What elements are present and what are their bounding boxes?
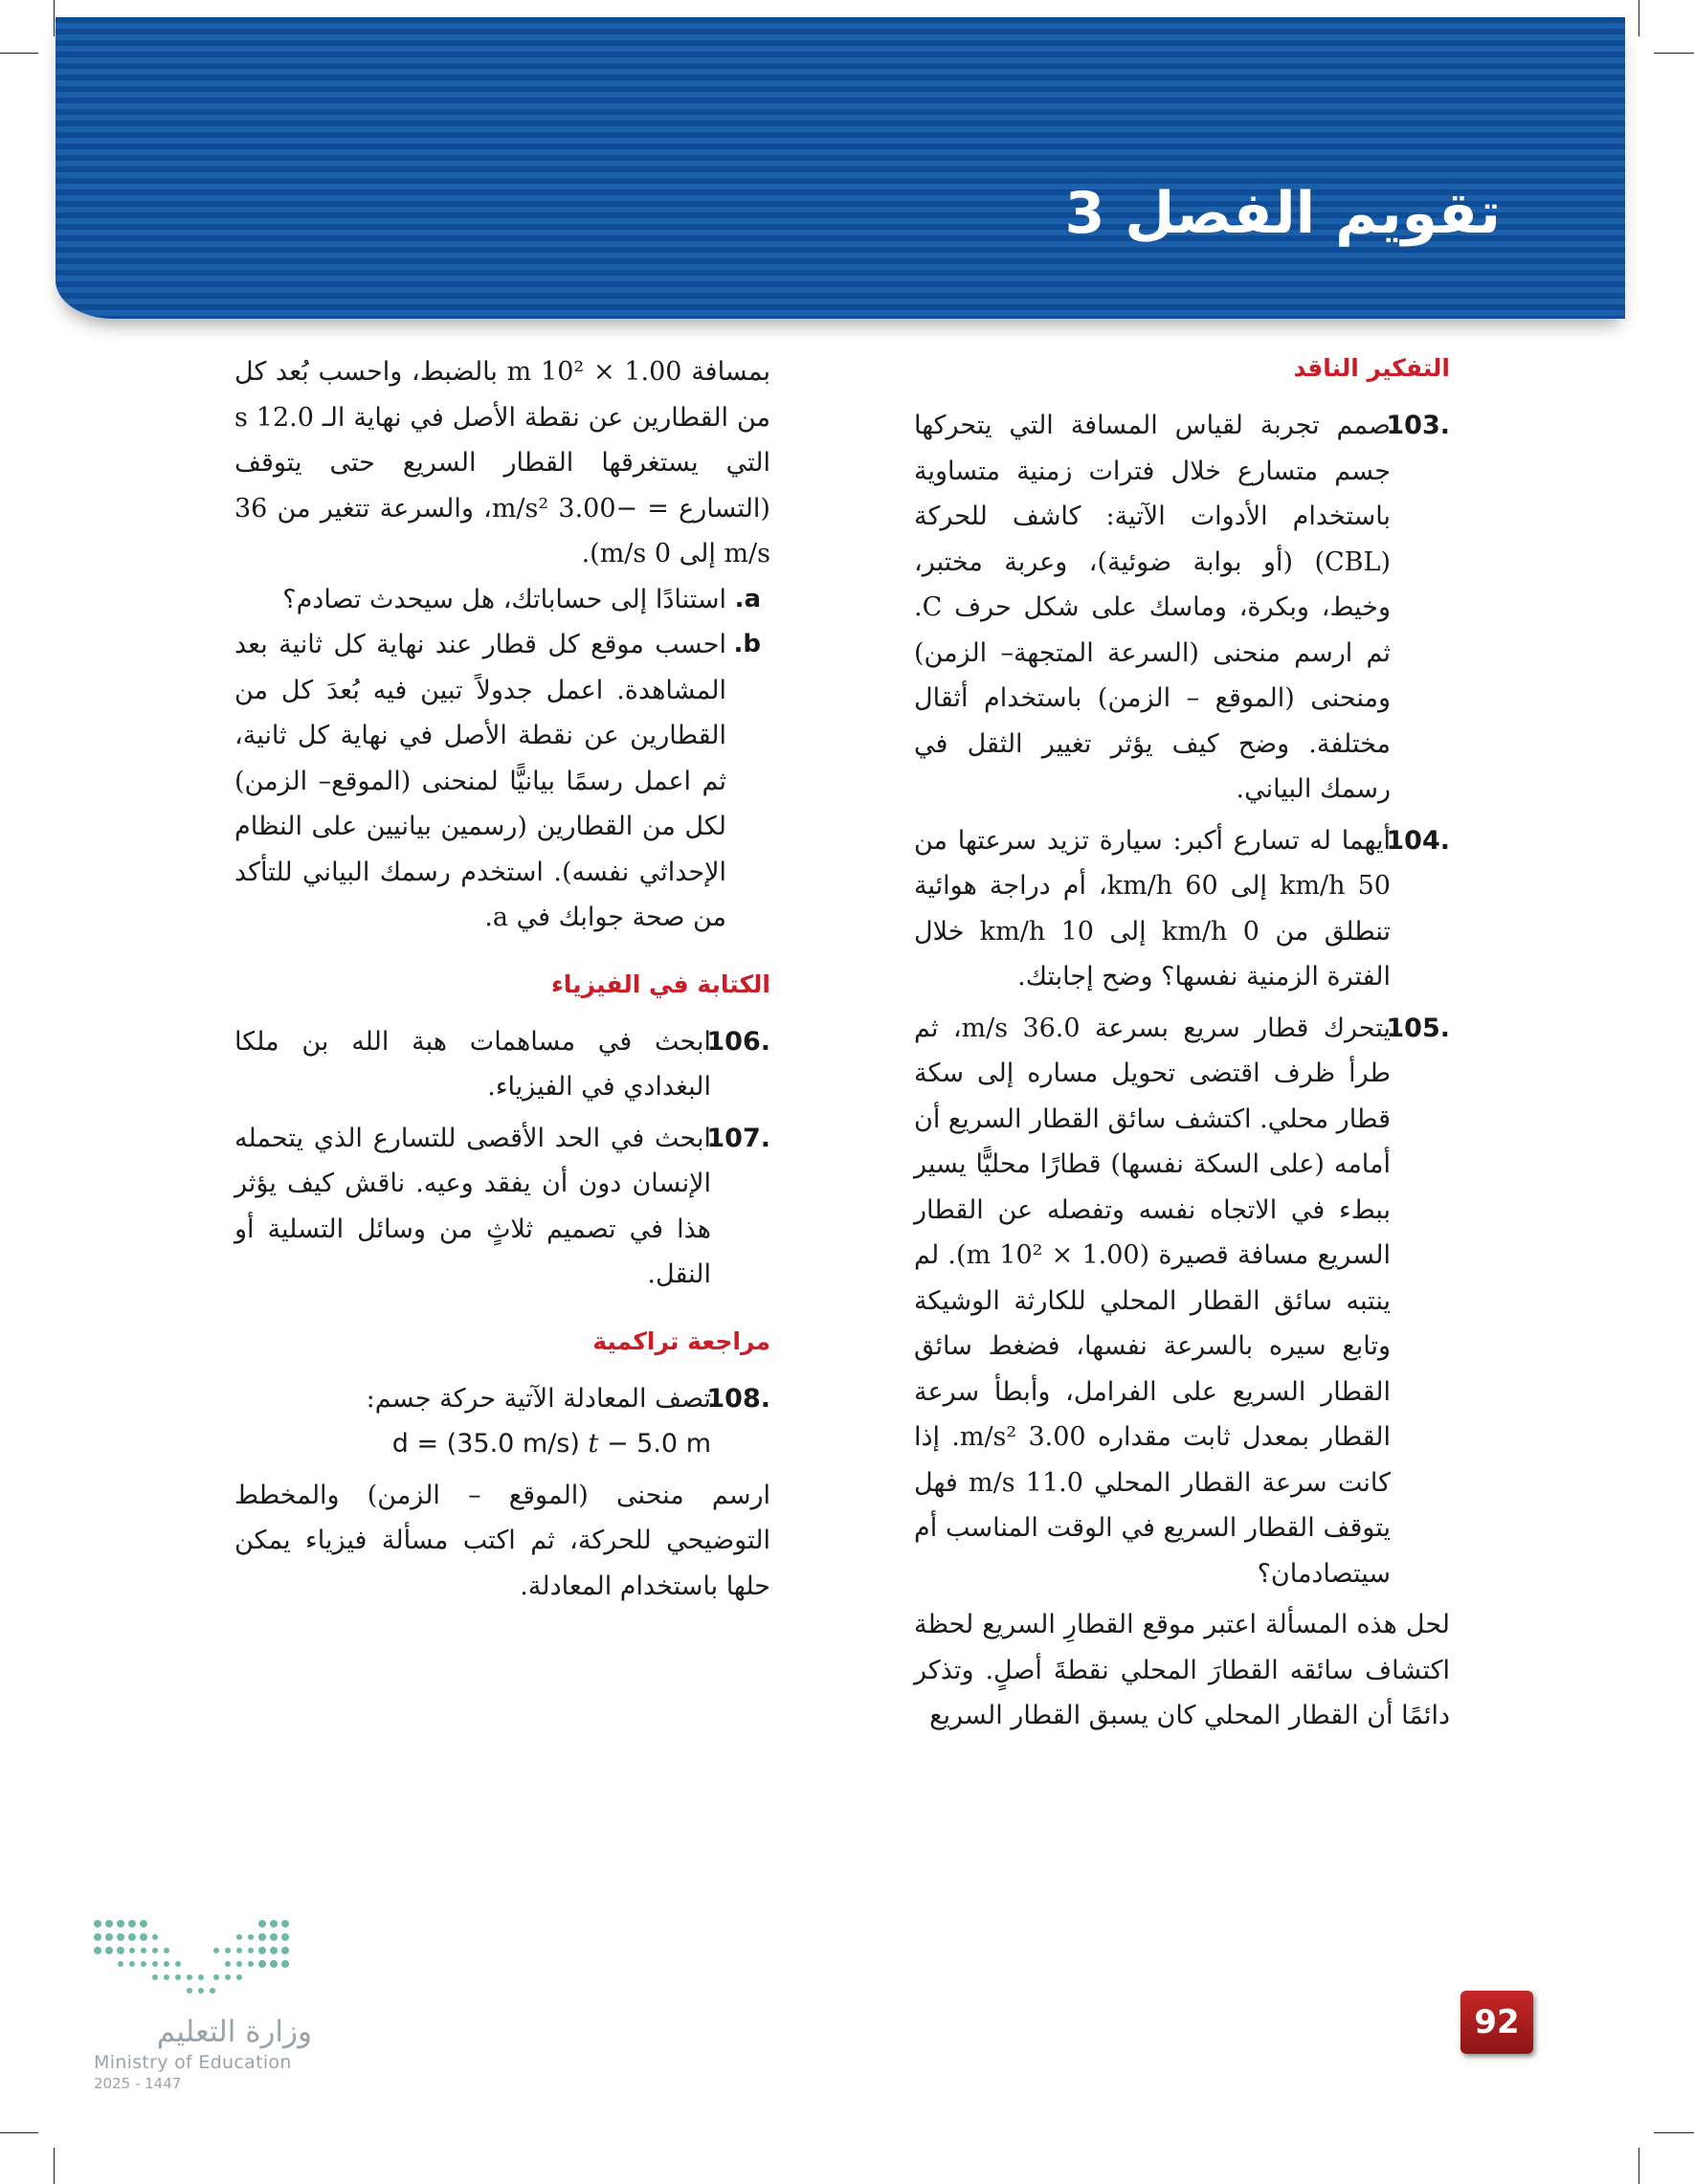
question-text: صمم تجربة لقياس المسافة التي يتحركها جسم متسارع خلال فترات زمنية متساوية باستخدام الأدوات الآتية: كاشف للحركة (CBL) (أو بوابة ضوئية)، وعربة مختبر، وخيط، وبكرة، وماسك على شكل حرف C. ثم ارسم منحنى (السرعة المتجهة– الزمن) ومنحنى (الموقع – الزمن) باستخدام أثقال مختلفة. وضح كيف يؤثر تغيير الثقل في رسمك البياني. (914, 411, 1391, 804)
ministry-logo (92, 1914, 312, 2096)
part-text: استنادًا إلى حساباتك، هل سيحدث تصادم؟ (282, 584, 726, 614)
question-text: ابحث في الحد الأقصى للتسارع الذي يتحمله الإنسان دون أن يفقد وعيه. ناقش كيف يؤثر هذا في تصميم ثلاثٍ من وسائل التسلية أو النقل. (234, 1123, 711, 1289)
ministry-dots-icon (92, 1914, 312, 2010)
question-107 (234, 1116, 770, 1298)
question-105-part-a (234, 577, 770, 623)
crop-mark (1638, 2148, 1639, 2184)
equation-variable: t (588, 1429, 599, 1459)
question-number: 108. (706, 1383, 770, 1414)
question-text: أيهما له تسارع أكبر: سيارة تزيد سرعتها من 50 km/h إلى 60 km/h، أم دراجة هوائية تنطلق من 0 km/h إلى 10 km/h خلال الفترة الزمنية نفسها؟ وضح إجابتك. (914, 825, 1391, 992)
question-number: 107. (706, 1123, 770, 1153)
question-number: 106. (706, 1026, 770, 1057)
question-108 (234, 1376, 770, 1467)
motion-equation (234, 1421, 711, 1467)
page-number-badge: 92 (1460, 1991, 1533, 2054)
question-number: 103. (1386, 411, 1450, 440)
equation-right: − 5.0 m (606, 1429, 711, 1459)
part-text: احسب موقع كل قطار عند نهاية كل ثانية بعد المشاهدة. اعمل جدولاً تبين فيه بُعدَ كل من القطارين عن نقطة الأصل في نهاية كل ثانية، ثم اعمل رسمًا بيانيًّا لمنحنى (الموقع– الزمن) لكل من القطارين (رسمين بيانيين على النظام الإحداثي نفسه). استخدم رسمك البياني للتأكد من صحة جوابك في a. (234, 630, 726, 932)
question-105-part-b (234, 622, 770, 941)
section-heading-review: مراجعة تراكمية (592, 1326, 770, 1355)
equation-left: d = (35.0 m/s) (391, 1429, 580, 1459)
question-106 (234, 1019, 770, 1110)
ministry-name-arabic: وزارة التعليم (156, 2015, 312, 2049)
section-heading-writing: الكتابة في الفيزياء (551, 969, 770, 998)
right-column (914, 349, 1450, 1739)
chapter-title: تقويم الفصل 3 (1064, 180, 1501, 247)
crop-mark (0, 53, 38, 54)
chapter-banner (56, 17, 1625, 319)
crop-mark (54, 0, 55, 36)
question-text: تصف المعادلة الآتية حركة جسم: (366, 1383, 711, 1414)
section-heading-critical-thinking: التفكير الناقد (1293, 354, 1450, 382)
question-108-instructions: ارسم منحنى (الموقع – الزمن) والمخطط التوضيحي للحركة، ثم اكتب مسألة فيزياء يمكن حلها باستخدام المعادلة. (234, 1480, 770, 1601)
question-number: 104. (1386, 825, 1450, 856)
academic-year: 2025 - 1447 (94, 2075, 182, 2092)
part-label: b. (733, 630, 761, 658)
ministry-name-english: Ministry of Education (94, 2052, 292, 2073)
part-label: a. (734, 584, 761, 613)
crop-mark (1654, 2132, 1694, 2133)
crop-mark (0, 2132, 38, 2133)
question-105-hint: لحل هذه المسألة اعتبر موقع القطارِ السريع لحظة اكتشاف سائقه القطارَ المحلي نقطةَ أصلٍ. وتذكر دائمًا أن القطار المحلي كان يسبق القطار السريع (914, 1610, 1450, 1730)
question-104 (914, 818, 1450, 1000)
crop-mark (1638, 0, 1639, 36)
question-text: ابحث في مساهمات هبة الله بن ملكا البغدادي في الفيزياء. (234, 1026, 711, 1102)
question-105 (914, 1006, 1450, 1597)
question-105-continuation: بمسافة 1.00 × 10² m بالضبط، واحسب بُعد كل من القطارين عن نقطة الأصل في نهاية الـ 12.0 s التي يستغرقها القطار السريع حتى يتوقف (التسارع = −3.00 m/s²، والسرعة تتغير من 36 m/s إلى 0 m/s). (234, 357, 771, 568)
question-text: يتحرك قطار سريع بسرعة 36.0 m/s، ثم طرأ ظرف اقتضى تحويل مساره إلى سكة قطار محلي. اكتشف سائق القطار السريع أن أمامه (على السكة نفسها) قطارًا محليًّا يسير ببطء في الاتجاه نفسه وتفصله عن القطار السريع مسافة قصيرة (1.00 × 10² m). لم ينتبه سائق القطار المحلي للكارثة الوشيكة وتابع سيره بالسرعة نفسها، فضغط سائق القطار السريع على الفرامل، وأبطأ سرعة القطار بمعدل ثابت مقداره 3.00 m/s². إذا كانت سرعة القطار المحلي 11.0 m/s فهل يتوقف القطار السريع في الوقت المناسب أم سيتصادمان؟ (914, 1013, 1391, 1589)
left-column (234, 349, 770, 1609)
question-number: 105. (1386, 1013, 1450, 1043)
question-103 (914, 403, 1450, 813)
crop-mark (54, 2148, 55, 2184)
crop-mark (1654, 53, 1694, 54)
